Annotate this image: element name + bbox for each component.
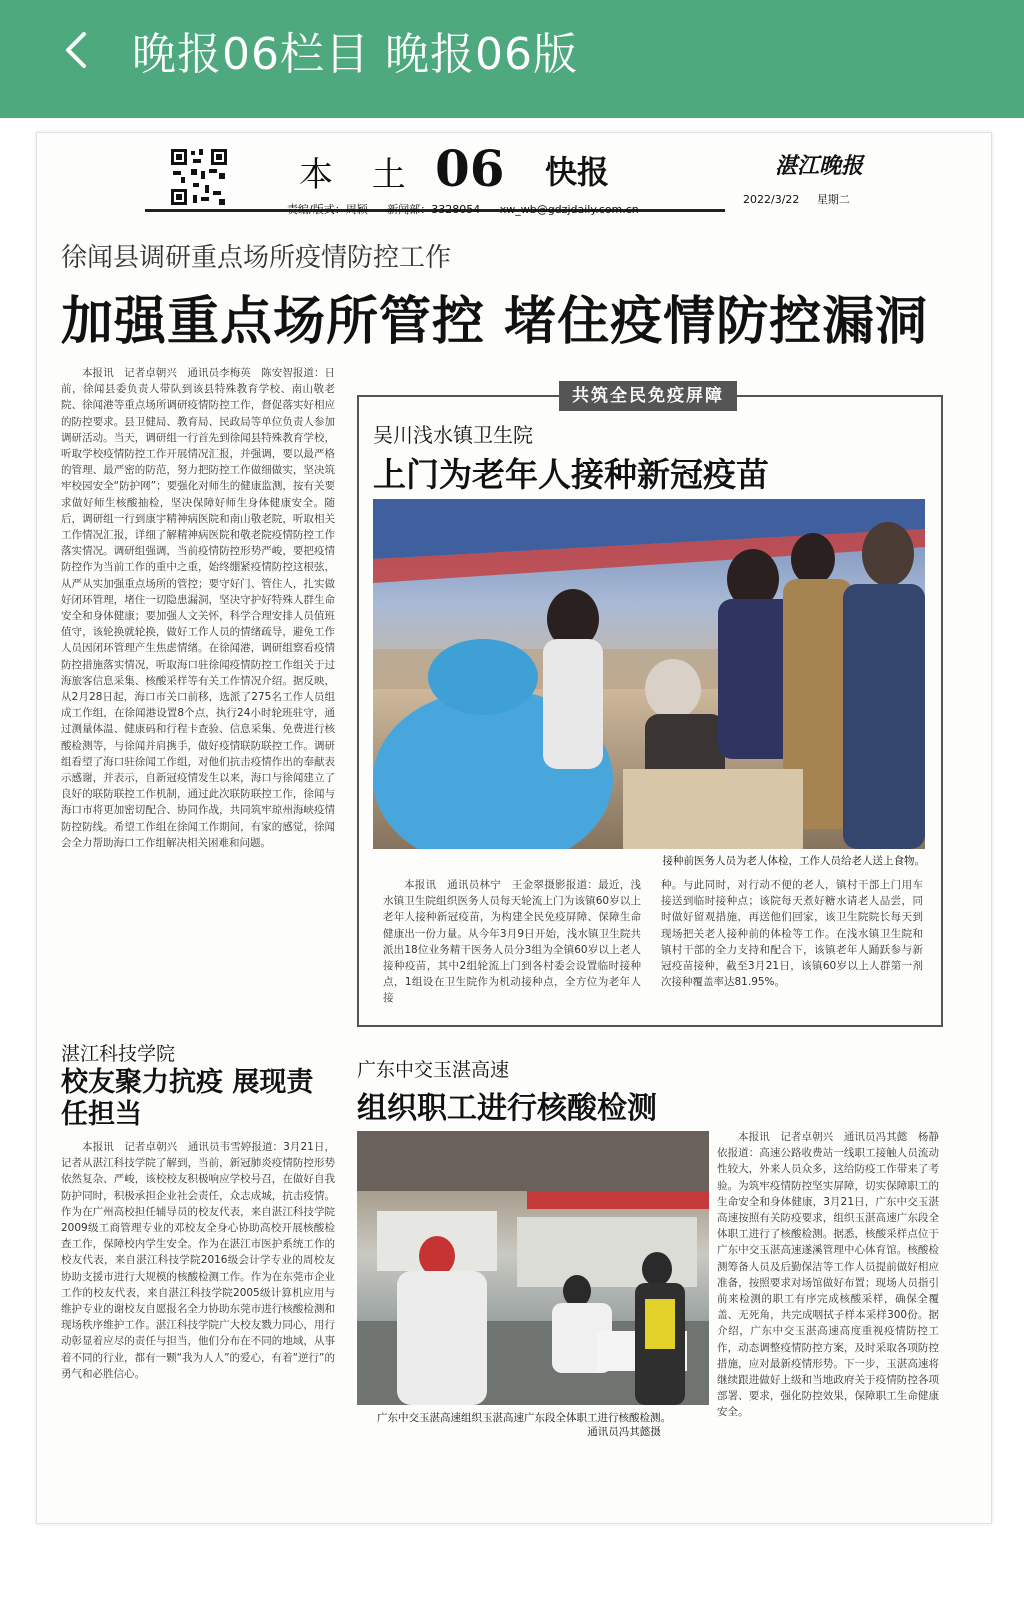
chevron-left-icon: [58, 22, 98, 78]
lower-right-photo-caption: [377, 1411, 671, 1439]
nucleic-test-photo[interactable]: [357, 1131, 709, 1405]
lower-left-headline: 校友聚力抗疫 展现责任担当: [61, 1067, 314, 1130]
feature-body-left: 本报讯 通讯员林宁 王金翠摄影报道：最近，浅水镇卫生院组织医务人员每天轮流上门为该镇60岁以上老年人接种新冠疫苗，为构建全民免疫屏障、保障生命健康出一份力量。从今年3月9日开始，浅水镇卫生院共派出18位业务精干医务人员分3组为全镇60岁以上老人接种疫苗，其中2组轮流上门到各村委会设置临时接种点，1组设在卫生院作为机动接种点，全方位为老年人接: [383, 879, 641, 1005]
feature-headline: 上门为老年人接种新冠疫苗: [373, 455, 769, 494]
lower-left-body: 本报讯 记者卓朝兴 通讯员韦雪婷报道：3月21日，记者从湛江科技学院了解到，当前，新冠肺炎疫情防控形势依然复杂、严峻，该校校友积极响应学校号召，在做好自我防护同时，积极承担企业社会责任，众志成城，抗击疫情。作为在广州高校担任辅导员的校友代表，来自湛江科技学院2009级工商管理专业的邓校友全身心协助高校开展核酸检查工作，保障校内学生安全。作为在湛江市医护系统工作的校友代表，来自湛江科技学院2016级会计学专业的周校友协助支援市进行大规模的核酸检测工作。作为在东莞市企业工作的校友代表，来自湛江科技学院2005级计算机应用与维护专业的谢校友自愿报名全力协助东莞市进行核酸检测和现场秩序维护工作。湛江科技学院广大校友戮力同心，用行动彰显着应尽的责任与担当，他们分布在不同的地域，从事着不同的行业，都有一颗“我为人人”的爱心，有着“逆行”的勇气和必胜信心。: [61, 1141, 335, 1380]
newspaper-page[interactable]: [36, 132, 992, 1524]
editor-credit: 责编/版式：周颖: [287, 203, 368, 216]
issue-date: 2022/3/22: [743, 193, 800, 206]
masthead-info: [287, 201, 655, 217]
page-title: 晚报06栏目 晚报06版: [132, 29, 578, 80]
lead-headline: 加强重点场所管控 堵住疫情防控漏洞: [61, 292, 929, 352]
qr-code-icon: [169, 147, 229, 207]
lead-body: 本报讯 记者卓朝兴 通讯员李梅英 陈安智报道：日前，徐闻县委负责人带队到该县特殊教育学校、南山敬老院、徐闻港等重点场所调研疫情防控工作，督促落实好相应的防控要求。县卫健局、教育局、民政局等单位负责人参加调研活动。当天，调研组一行首先到徐闻县特殊教育学校，听取学校疫情防控工作开展情况汇报，并强调，要以最严格的管理、最严密的防范，努力把防控工作做细做实，坚决筑牢校园安全“防护网”；要强化对师生的健康监测，按有关要求做好师生核酸抽检，坚决保障好师生身体健康安全。随后，调研组一行到康宇精神病医院和南山敬老院，听取相关工作情况汇报，详细了解精神病医院和敬老院疫情防控工作落实情况。调研组强调，当前疫情防控形势严峻，要把疫情防控作为当前工作的重中之重，始终绷紧疫情防控这根弦，从严从实加强重点场所的管控；要守好门、管住人，扎实做好闭环管理，堵住一切隐患漏洞，坚决守护好特殊人群生命安全和身体健康；要加强人文关怀，科学合理安排人员值班值守，该轮换就轮换，做好工作人员的情绪疏导，避免工作人员因闭环管理产生焦虑情绪。在徐闻港，调研组察看疫情防控措施落实情况，听取海口驻徐闻疫情防控工作组关于过海旅客信息采集、核酸采样等有关工作情况介绍。据反映，从2月28日起，海口市关口前移，选派了275名工作人员组成工作组，在徐闻港设置8个点，执行24小时轮班驻守，通过测量体温、健康码和行程卡查验、信息采集、免费进行核酸检测等，与徐闻并肩携手，做好疫情联防联控工作。调研组看望了海口驻徐闻工作组，对他们抗击疫情作出的奉献表示感谢，并表示，自新冠疫情发生以来，海口与徐闻建立了良好的联防联控工作机制，通过此次联防联控工作，徐闻与海口市将更加密切配合、协同作战，共同筑牢琼州海峡疫情防控防线。希望工作组在徐闻工作期间，有家的感觉，徐闻会全力帮助海口工作组解决相关困难和问题。: [61, 367, 335, 849]
top-bar: [0, 0, 1024, 118]
feature-kicker: 吴川浅水镇卫生院: [373, 423, 533, 447]
section-subtitle: 快报: [545, 153, 610, 191]
section-name: 本 土: [299, 155, 420, 195]
vaccination-photo[interactable]: [373, 499, 925, 849]
feature-body-right: 种。与此同时，对行动不便的老人，镇村干部上门用车接送到临时接种点；该院每天煮好糖水请老人品尝，同时做好留观措施，再送他们回家，该卫生院院长每天到现场把关老人接种前的体检等工作。在浅水镇卫生院和镇村干部的全力支持和配合下，该镇老年人踊跃参与新冠疫苗接种，截至3月21日，该镇60岁以上人群第一剂次接种覆盖率达81.95%。: [661, 879, 923, 989]
issue-weekday: 星期二: [816, 193, 850, 206]
lower-left-kicker: 湛江科技学院: [61, 1043, 176, 1065]
caption-line-1: 广东中交玉湛高速组织玉湛高速广东段全体职工进行核酸检测。: [377, 1412, 671, 1424]
lead-kicker: 徐闻县调研重点场所疫情防控工作: [61, 243, 452, 273]
back-button[interactable]: [58, 22, 98, 78]
newsroom-phone: 新闻部：3328054: [387, 203, 481, 216]
caption-line-2: 通讯员冯其懿摄: [587, 1426, 661, 1438]
newsroom-email: xw_wb@gdzjdaily.com.cn: [499, 203, 639, 216]
feature-tag: 共筑全民免疫屏障: [559, 381, 737, 411]
lower-right-kicker: 广东中交玉湛高速: [357, 1059, 510, 1081]
page-number: 06: [435, 139, 505, 198]
feature-box: [357, 386, 943, 1027]
paper-logo: 湛江晚报: [775, 153, 864, 179]
lower-right-headline: 组织职工进行核酸检测: [357, 1091, 657, 1126]
lower-right-body: 本报讯 记者卓朝兴 通讯员冯其懿 杨静依报道：高速公路收费站一线职工接触人员流动性较大，外来人员众多，这给防疫工作带来了考验。为筑牢疫情防控坚实屏障，切实保障职工的生命安全和身体健康，3月21日，广东中交玉湛高速按照有关防疫要求，组织玉湛高速广东段全体职工进行了核酸检测。据悉，核酸采样点位于广东中交玉湛高速遂溪管理中心体育馆。核酸检测筹备人员及后勤保洁等工作人员提前做好相应准备，按照要求对场馆做好布置；现场人员指引前来检测的职工有序完成核酸采样，确保全覆盖、无死角，共完成咽拭子样本采样300份。据介绍，广东中交玉湛高速高度重视疫情防控工作，动态调整疫情防控方案，及时采取各项防控措施，应对最新疫情形势。下一步，玉湛高速将继续跟进做好上级和当地政府关于疫情防控各项部署、要求，强化防控效果，保障职工生命健康安全。: [717, 1131, 939, 1419]
masthead-date: [743, 191, 864, 207]
feature-photo-caption: 接种前医务人员为老人体检，工作人员给老人送上食物。: [662, 855, 925, 867]
